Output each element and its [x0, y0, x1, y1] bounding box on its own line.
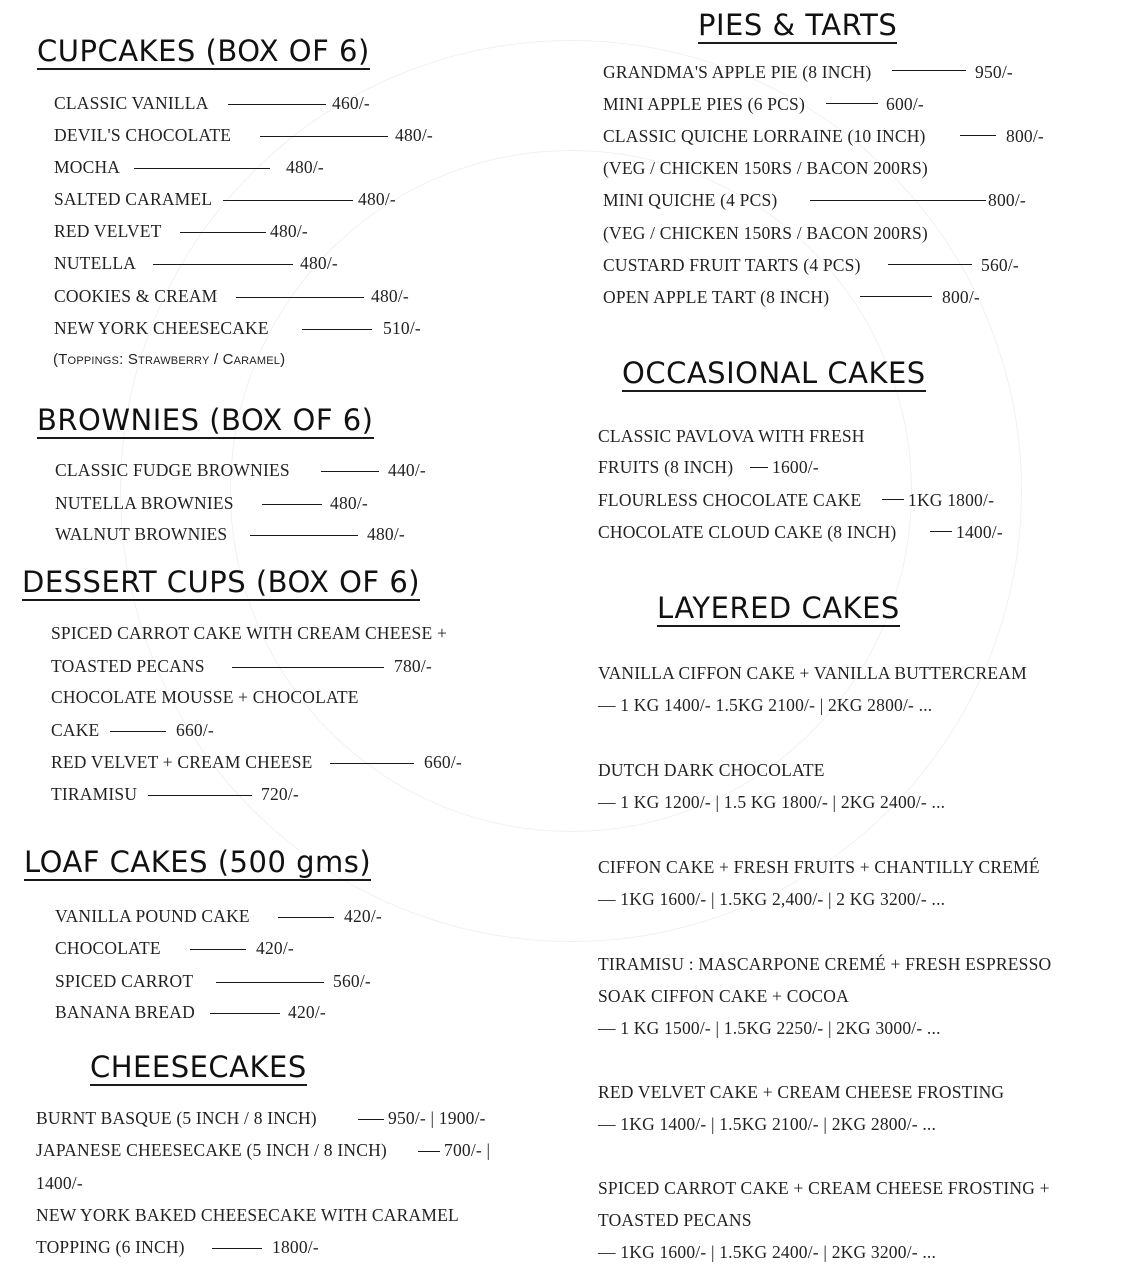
- menu-item-price: 1600/-: [772, 457, 819, 477]
- leader-line: [358, 1119, 384, 1120]
- section-title-dessert-cups: DESSERT CUPS (BOX OF 6): [22, 565, 421, 599]
- menu-note: (Toppings: Strawberry / Caramel): [53, 351, 286, 368]
- leader-line: [148, 795, 252, 796]
- menu-item-price: 800/-: [942, 287, 980, 307]
- menu-item-name: TOASTED PECANS: [51, 656, 205, 676]
- section-title-cupcakes: CUPCAKES (BOX OF 6): [37, 34, 370, 68]
- leader-line: [212, 1248, 262, 1249]
- menu-item-note: (VEG / CHICKEN 150RS / BACON 200RS): [603, 158, 928, 178]
- leader-line: [153, 264, 293, 265]
- leader-line: [223, 200, 353, 201]
- menu-item-price: 480/-: [367, 524, 405, 544]
- menu-item-name: BANANA BREAD: [55, 1002, 195, 1022]
- menu-item-price: 480/-: [286, 157, 324, 177]
- menu-item-price: 440/-: [388, 460, 426, 480]
- menu-item-name: SALTED CARAMEL: [54, 189, 213, 209]
- leader-line: [892, 70, 966, 71]
- menu-item-name: RED VELVET + CREAM CHEESE: [51, 752, 313, 772]
- menu-item-name: CLASSIC FUDGE BROWNIES: [55, 460, 290, 480]
- menu-item-price: 420/-: [344, 906, 382, 926]
- leader-line: [260, 136, 388, 137]
- menu-item-name: DEVIL'S CHOCOLATE: [54, 125, 232, 145]
- menu-item-name: NUTELLA BROWNIES: [55, 493, 234, 513]
- menu-item-note: (VEG / CHICKEN 150RS / BACON 200RS): [603, 223, 928, 243]
- menu-item-price: 720/-: [261, 784, 299, 804]
- menu-item-name: NEW YORK CHEESECAKE: [54, 318, 269, 338]
- menu-item-price: 600/-: [886, 94, 924, 114]
- menu-item-price: 480/-: [358, 189, 396, 209]
- menu-item-price: 420/-: [256, 938, 294, 958]
- menu-item-price: 1KG 1800/-: [908, 490, 995, 510]
- leader-line: [190, 949, 246, 950]
- leader-line: [882, 499, 904, 500]
- leader-line: [302, 329, 372, 330]
- leader-line: [110, 731, 166, 732]
- menu-item-price: — 1KG 1400/- | 1.5KG 2100/- | 2KG 2800/- ...: [598, 1114, 937, 1134]
- menu-item-name: TOPPING (6 INCH): [36, 1237, 185, 1257]
- leader-line: [321, 471, 379, 472]
- menu-item-price: 480/-: [300, 253, 338, 273]
- leader-line: [236, 297, 364, 298]
- section-title-loaf-cakes: LOAF CAKES (500 gms): [24, 845, 372, 879]
- leader-line: [278, 917, 334, 918]
- menu-item-price: 800/-: [1006, 126, 1044, 146]
- menu-item-price: — 1 KG 1200/- | 1.5 KG 1800/- | 2KG 2400/- ...: [598, 792, 946, 812]
- menu-item-price: 800/-: [988, 190, 1026, 210]
- menu-item-name: CIFFON CAKE + FRESH FRUITS + CHANTILLY CREMÉ: [598, 857, 1040, 877]
- menu-item-price: — 1 KG 1500/- | 1.5KG 2250/- | 2KG 3000/- ...: [598, 1018, 941, 1038]
- menu-item-name: SPICED CARROT CAKE WITH CREAM CHEESE +: [51, 623, 448, 643]
- menu-item-price: 1400/-: [36, 1173, 83, 1193]
- menu-item-name: RED VELVET: [54, 221, 162, 241]
- menu-item-name: SOAK CIFFON CAKE + COCOA: [598, 986, 849, 1006]
- menu-item-name: MINI APPLE PIES (6 PCS): [603, 94, 805, 114]
- leader-line: [960, 135, 996, 136]
- menu-item-price: 780/-: [394, 656, 432, 676]
- menu-item-name: VANILLA POUND CAKE: [55, 906, 250, 926]
- menu-item-name: WALNUT BROWNIES: [55, 524, 228, 544]
- leader-line: [888, 264, 972, 265]
- menu-item-price: 560/-: [981, 255, 1019, 275]
- leader-line: [330, 763, 414, 764]
- menu-item-price: 1400/-: [956, 522, 1003, 542]
- menu-item-name: BURNT BASQUE (5 INCH / 8 INCH): [36, 1108, 317, 1128]
- menu-item-name: FRUITS (8 INCH): [598, 457, 734, 477]
- leader-line: [810, 200, 986, 201]
- section-title-layered-cakes: LAYERED CAKES: [657, 591, 900, 625]
- menu-item-name: RED VELVET CAKE + CREAM CHEESE FROSTING: [598, 1082, 1005, 1102]
- leader-line: [750, 467, 768, 468]
- leader-line: [930, 531, 952, 532]
- menu-item-name: SPICED CARROT: [55, 971, 194, 991]
- menu-item-name: NEW YORK BAKED CHEESECAKE WITH CARAMEL: [36, 1205, 459, 1225]
- leader-line: [860, 296, 932, 297]
- menu-item-name: FLOURLESS CHOCOLATE CAKE: [598, 490, 862, 510]
- leader-line: [262, 504, 322, 505]
- leader-line: [180, 232, 266, 233]
- menu-item-name: TOASTED PECANS: [598, 1210, 752, 1230]
- menu-item-name: SPICED CARROT CAKE + CREAM CHEESE FROSTING +: [598, 1178, 1050, 1198]
- menu-item-name: VANILLA CIFFON CAKE + VANILLA BUTTERCREAM: [598, 663, 1027, 683]
- menu-item-price: 510/-: [383, 318, 421, 338]
- menu-item-price: 950/-: [975, 62, 1013, 82]
- menu-item-name: CHOCOLATE MOUSSE + CHOCOLATE: [51, 687, 359, 707]
- menu-item-name: CAKE: [51, 720, 100, 740]
- menu-item-name: OPEN APPLE TART (8 INCH): [603, 287, 830, 307]
- menu-item-name: CUSTARD FRUIT TARTS (4 PCS): [603, 255, 861, 275]
- menu-item-name: CLASSIC VANILLA: [54, 93, 209, 113]
- menu-item-name: JAPANESE CHEESECAKE (5 INCH / 8 INCH): [36, 1140, 387, 1160]
- section-title-occasional-cakes: OCCASIONAL CAKES: [622, 356, 926, 390]
- menu-item-price: 1800/-: [272, 1237, 319, 1257]
- menu-item-price: 480/-: [395, 125, 433, 145]
- menu-item-price: — 1KG 1600/- | 1.5KG 2,400/- | 2 KG 3200/- ...: [598, 889, 946, 909]
- leader-line: [210, 1013, 280, 1014]
- leader-line: [232, 667, 384, 668]
- section-title-brownies: BROWNIES (BOX OF 6): [37, 403, 374, 437]
- menu-item-price: 700/- |: [444, 1140, 491, 1160]
- section-title-cheesecakes: CHEESECAKES: [90, 1050, 307, 1084]
- leader-line: [826, 103, 878, 104]
- menu-item-name: MINI QUICHE (4 PCS): [603, 190, 778, 210]
- menu-item-price: — 1 KG 1400/- 1.5KG 2100/- | 2KG 2800/- ...: [598, 695, 933, 715]
- menu-item-price: 660/-: [176, 720, 214, 740]
- menu-item-price: 560/-: [333, 971, 371, 991]
- menu-item-name: NUTELLA: [54, 253, 137, 273]
- leader-line: [250, 535, 358, 536]
- menu-item-name: GRANDMA'S APPLE PIE (8 INCH): [603, 62, 872, 82]
- leader-line: [418, 1151, 440, 1152]
- menu-item-name: CLASSIC QUICHE LORRAINE (10 INCH): [603, 126, 926, 146]
- menu-item-price: 460/-: [332, 93, 370, 113]
- menu-item-name: COOKIES & CREAM: [54, 286, 218, 306]
- menu-item-name: DUTCH DARK CHOCOLATE: [598, 760, 825, 780]
- menu-item-name: MOCHA: [54, 157, 121, 177]
- menu-item-name: CHOCOLATE CLOUD CAKE (8 INCH): [598, 522, 897, 542]
- menu-item-price: 660/-: [424, 752, 462, 772]
- leader-line: [216, 982, 324, 983]
- menu-item-price: 480/-: [330, 493, 368, 513]
- section-title-pies-tarts: PIES & TARTS: [698, 8, 898, 42]
- menu-item-price: 950/- | 1900/-: [388, 1108, 486, 1128]
- menu-item-name: TIRAMISU : MASCARPONE CREMÉ + FRESH ESPRESSO: [598, 954, 1052, 974]
- leader-line: [228, 104, 326, 105]
- menu-item-name: TIRAMISU: [51, 784, 138, 804]
- menu-item-price: 420/-: [288, 1002, 326, 1022]
- menu-item-name: CHOCOLATE: [55, 938, 161, 958]
- leader-line: [134, 168, 270, 169]
- menu-item-name: CLASSIC PAVLOVA WITH FRESH: [598, 426, 865, 446]
- menu-item-price: 480/-: [270, 221, 308, 241]
- menu-item-price: — 1KG 1600/- | 1.5KG 2400/- | 2KG 3200/- ...: [598, 1242, 937, 1262]
- menu-item-price: 480/-: [371, 286, 409, 306]
